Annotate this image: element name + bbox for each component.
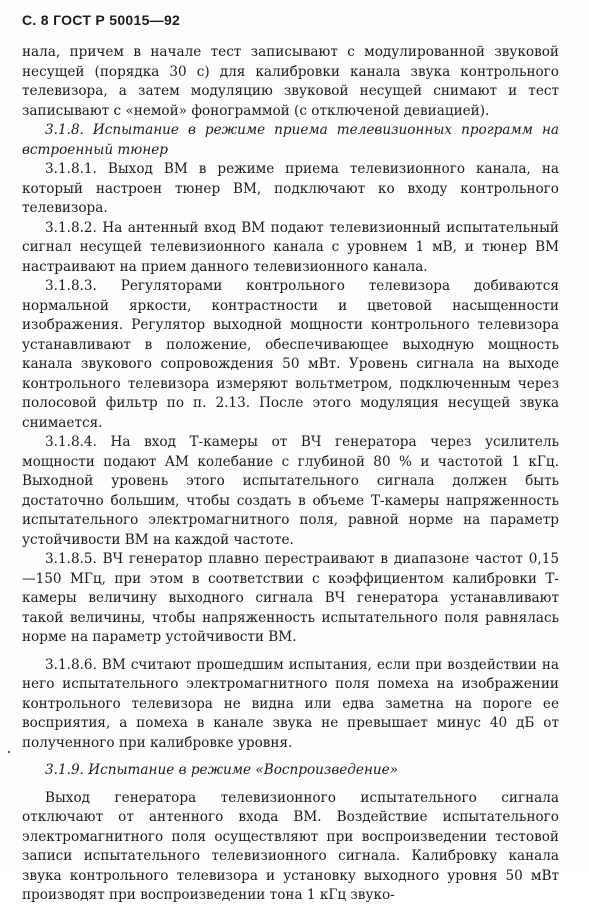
page-header: С. 8 ГОСТ Р 50015—92	[22, 12, 181, 28]
paragraph-gap	[22, 753, 559, 761]
paragraph-gap	[22, 781, 559, 789]
paragraph-3-1-8-3: 3.1.8.3. Регуляторами контрольного телевизора добиваются нормальной яркости, контрастности и цветовой насыщенности изображения. Регулятор выходной мощности контрольного телевизора устанавливают в положение, обеспечивающее выходную мощность канала звукового сопровождения 50 мВт. Уровень сигнала на выходе контрольного телевизора измеряют вольтметром, подключенным через полосовой фильтр по п. 2.13. После этого модуляция несущей звука снимается.	[22, 278, 559, 431]
paragraph-3-1-8-6: 3.1.8.6. ВМ считают прошедшим испытания, если при воздействии на него испытательного электромагнитного поля помеха на изображении контрольного телевизора не видна или едва заметна на пороге ее восприятия, а помеха в канале звука не превышает минус 40 дБ от полученного при калибровке уровня.	[22, 656, 559, 751]
paragraph-3-1-9: Выход генератора телевизионного испытательного сигнала отключают от антенного входа ВМ. Воздействие испытательного электромагнитного поля осуществляют при воспроизведении тестовой записи испытательного телевизионного сигнала. Калибровку канала звука контрольного телевизора и установку выходного уровня 50 мВт производят при воспроизведении тона 1 кГц звуко-	[22, 789, 559, 903]
paragraph-gap	[22, 648, 559, 656]
paragraph-3-1-8-5: 3.1.8.5. ВЧ генератор плавно перестраивают в диапазоне частот 0,15—150 МГц, при этом в соответствии с коэффициентом калибровки Т-камеры величину выходного сигнала ВЧ генератора устанавливают такой величины, чтобы напряженность испытательного поля равнялась норме на параметр устойчивости ВМ.	[22, 551, 559, 645]
paragraph-3-1-8-2: 3.1.8.2. На антенный вход ВМ подают телевизионный испытательный сигнал несущей телевизионного канала с уровнем 1 мВ, и тюнер ВМ настраивают на прием данного телевизионного канала.	[22, 219, 559, 275]
section-heading-3-1-9: 3.1.9. Испытание в режиме «Воспроизведение»	[45, 762, 399, 778]
paragraph-continuation: нала, причем в начале тест записывают с модулированной звуковой несущей (порядка 30 с) для калибровки канала звука контрольного телевизора, а затем модуляцию звуковой несущей снимают и тест записывают с «немой» фонограммой (с отключеной девиацией).	[22, 44, 559, 119]
paragraph-3-1-8-1: 3.1.8.1. Выход ВМ в режиме приема телевизионного канала, на который настроен тюнер ВМ, подключают ко входу контрольного телевизора.	[22, 161, 559, 216]
document-body	[22, 43, 559, 906]
section-heading-3-1-8: 3.1.8. Испытание в режиме приема телевизионных программ на встроенный тюнер	[22, 122, 559, 158]
paragraph-3-1-8-4: 3.1.8.4. На вход Т-камеры от ВЧ генератора через усилитель мощности подают АМ колебание с глубиной 80 % и частотой 1 кГц. Выходной уровень этого испытательного сигнала должен быть достаточно большим, чтобы создать в объеме Т-камеры напряженность испытательного электромагнитного поля, равной норме на параметр устойчивости ВМ на каждой частоте.	[22, 434, 559, 548]
margin-speck	[8, 751, 10, 753]
